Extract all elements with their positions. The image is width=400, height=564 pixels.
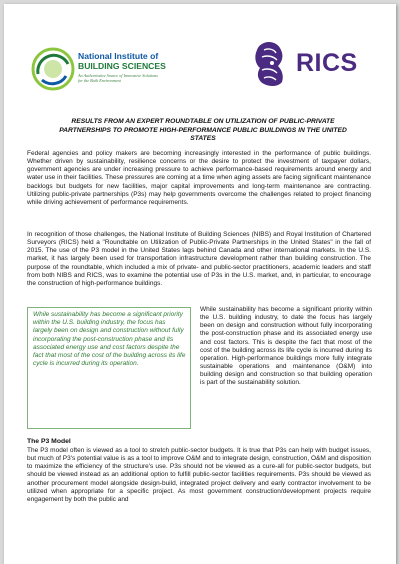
section-heading: The P3 Model (27, 438, 71, 445)
nibs-name-line1: National Institute of (78, 51, 159, 61)
document-page (4, 4, 396, 564)
paragraph-intro: Federal agencies and policy makers are becoming increasingly interested in the performance of public buildings. Whether driven by sustainability, resilience concerns or the desire to protect the investment of taxpayer dollars, government agencies are under increasing pressure to achieve performance-based requirements around energy and water use in their facilities. These pressures are coming at a time when aging assets are facing significant maintenance backlogs but budgets for new facilities, major capital improvements and long-term maintenance are contracting. Utilizing public-private partnerships (P3s) may help governments overcome the challenges related to project financing while driving achievement of performance requirements. (27, 150, 371, 206)
nibs-emblem-icon (30, 46, 76, 92)
pull-quote: While sustainability has become a significant priority within the U.S. building industry, the focus has largely been on design and construction without fully incorporating the post-construction phase and its associated energy use and cost factors despite the fact that most of the cost of the building across its life cycle is incurred during its operation. (27, 307, 191, 429)
rics-lion-crest-icon (248, 40, 290, 88)
nibs-name-line2: BUILDING SCIENCES (78, 60, 166, 71)
nibs-tagline-2: for the Built Environment (78, 78, 121, 83)
nibs-logo (30, 46, 170, 96)
rics-wordmark: RICS (296, 49, 358, 77)
paragraph-p3-model: The P3 model often is viewed as a tool to stretch public-sector budgets. It is true that P3s can help with budget issues, but much of P3's potential value is as a tool to improve O&M and to integrate design, construction, O&M and disposition to maximize the efficiency of the structure's use. P3s should not be viewed as a cure-all for public-sector budgets, but should be viewed instead as an additional option to fulfill public-sector facilities requirements. P3s should be viewed as another procurement model alongside design-build, integrated project delivery and early contractor involvement to be utilized when appropriate for a specific project. As most government construction/development projects require engagement by both the public and (27, 447, 371, 503)
nibs-tagline-1: An Authoritative Source of Innovative Solutions (78, 73, 158, 78)
paragraph-roundtable: In recognition of those challenges, the National Institute of Building Sciences (NIBS) and Royal Institution of Chartered Surveyors (RICS) held a "Roundtable on Utilization of Public-Private Partnerships in the United States" in the fall of 2015. The use of the P3 model in the United States lags behind Canada and other international markets. In the U.S. market, it has largely been used for transportation infrastructure development rather than building construction. The purpose of the roundtable, which included a mix of private- and public-sector practitioners, academic leaders and staff from both NIBS and RICS, was to examine the potential use of P3s in the U.S. market, and, in particular, to encourage the construction of high-performance buildings. (27, 231, 371, 287)
rics-logo (248, 40, 368, 90)
paragraph-sustainability: While sustainability has become a significant priority within the U.S. building industry, to date the focus has largely been on design and construction without fully incorporating the post-construction phase and its associated energy use and cost factors. This is despite the fact that most of the cost of the building across its life cycle is incurred during its operation. High-performance buildings more fully integrate sustainable operations and maintenance (O&M) into building design and construction so that building operation is part of the sustainability solution. (200, 306, 372, 387)
document-title: RESULTS FROM AN EXPERT ROUNDTABLE ON UTILIZATION OF PUBLIC-PRIVATE PARTNERSHIPS TO PROMOTE HIGH-PERFORMANCE PUBLIC BUILDINGS IN THE UNITED STATES (59, 118, 347, 143)
